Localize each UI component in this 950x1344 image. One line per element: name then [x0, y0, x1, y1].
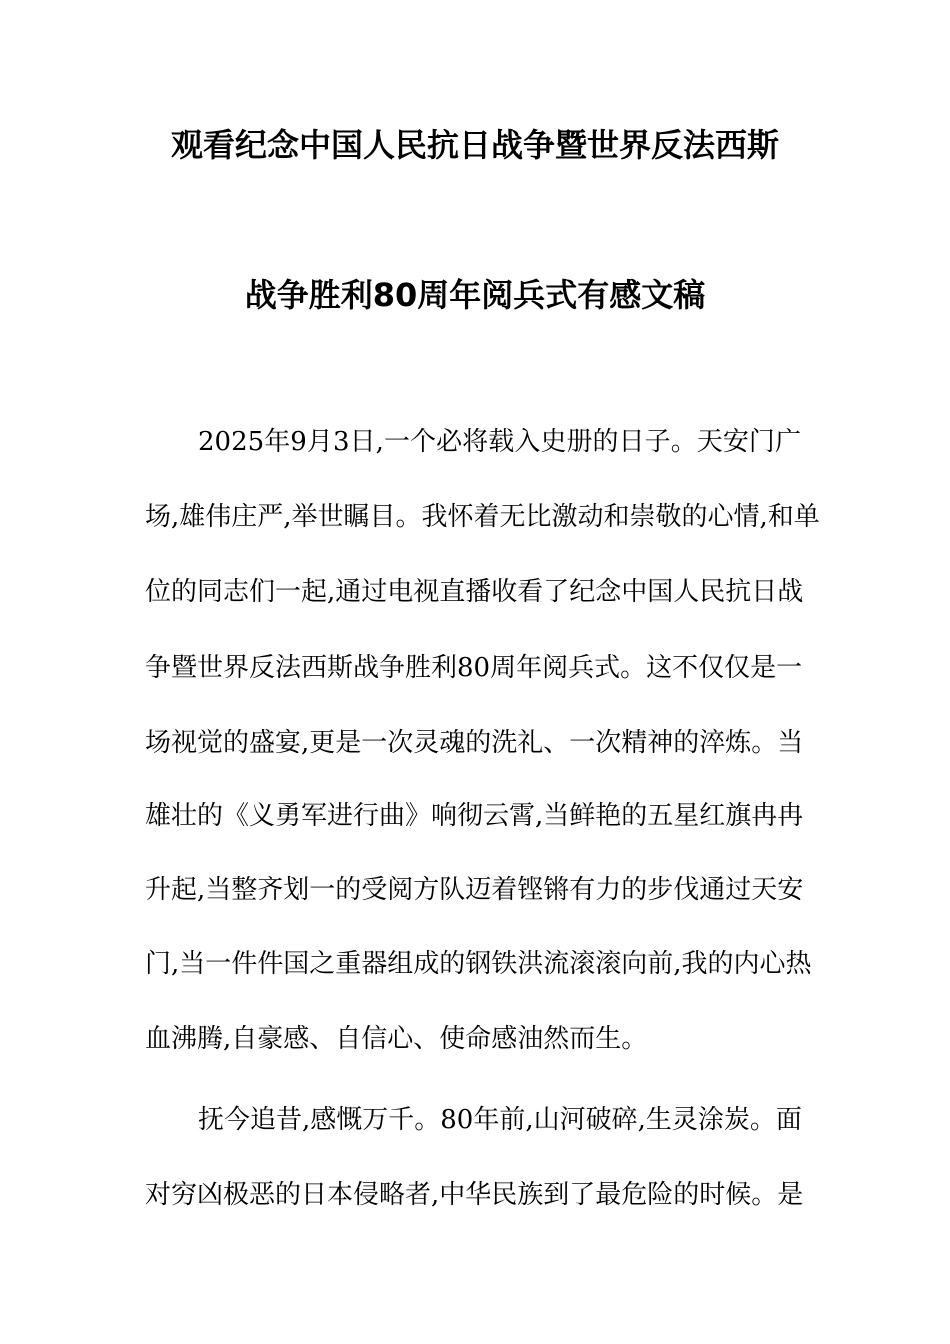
paragraph-line: 雄壮的《义勇军进行曲》响彻云霄,当鲜艳的五星红旗冉冉: [145, 801, 804, 831]
paragraph-line: 场,雄伟庄严,举世瞩目。我怀着无比激动和崇敬的心情,和单: [145, 502, 820, 532]
paragraph-line: 争暨世界反法西斯战争胜利80周年阅兵式。这不仅仅是一: [145, 653, 803, 683]
paragraph-line: 对穷凶极恶的日本侵略者,中华民族到了最危险的时候。是: [145, 1180, 804, 1210]
paragraph-line: 抚今追昔,感慨万千。80年前,山河破碎,生灵涂炭。面: [198, 1105, 802, 1135]
paragraph-line: 门,当一件件国之重器组成的钢铁洪流滚滚向前,我的内心热: [145, 949, 812, 979]
document-title-line-1: 观看纪念中国人民抗日战争暨世界反法西斯: [170, 126, 779, 164]
paragraph-line: 位的同志们一起,通过电视直播收看了纪念中国人民抗日战: [145, 577, 804, 607]
paragraph-line: 2025年9月3日,一个必将载入史册的日子。天安门广: [198, 427, 801, 457]
document-title-line-2: 战争胜利80周年阅兵式有感文稿: [244, 276, 706, 314]
paragraph-line: 血沸腾,自豪感、自信心、使命感油然而生。: [145, 1024, 648, 1054]
paragraph-line: 场视觉的盛宴,更是一次灵魂的洗礼、一次精神的淬炼。当: [145, 728, 804, 758]
paragraph-line: 升起,当整齐划一的受阅方队迈着铿锵有力的步伐通过天安: [145, 875, 804, 905]
